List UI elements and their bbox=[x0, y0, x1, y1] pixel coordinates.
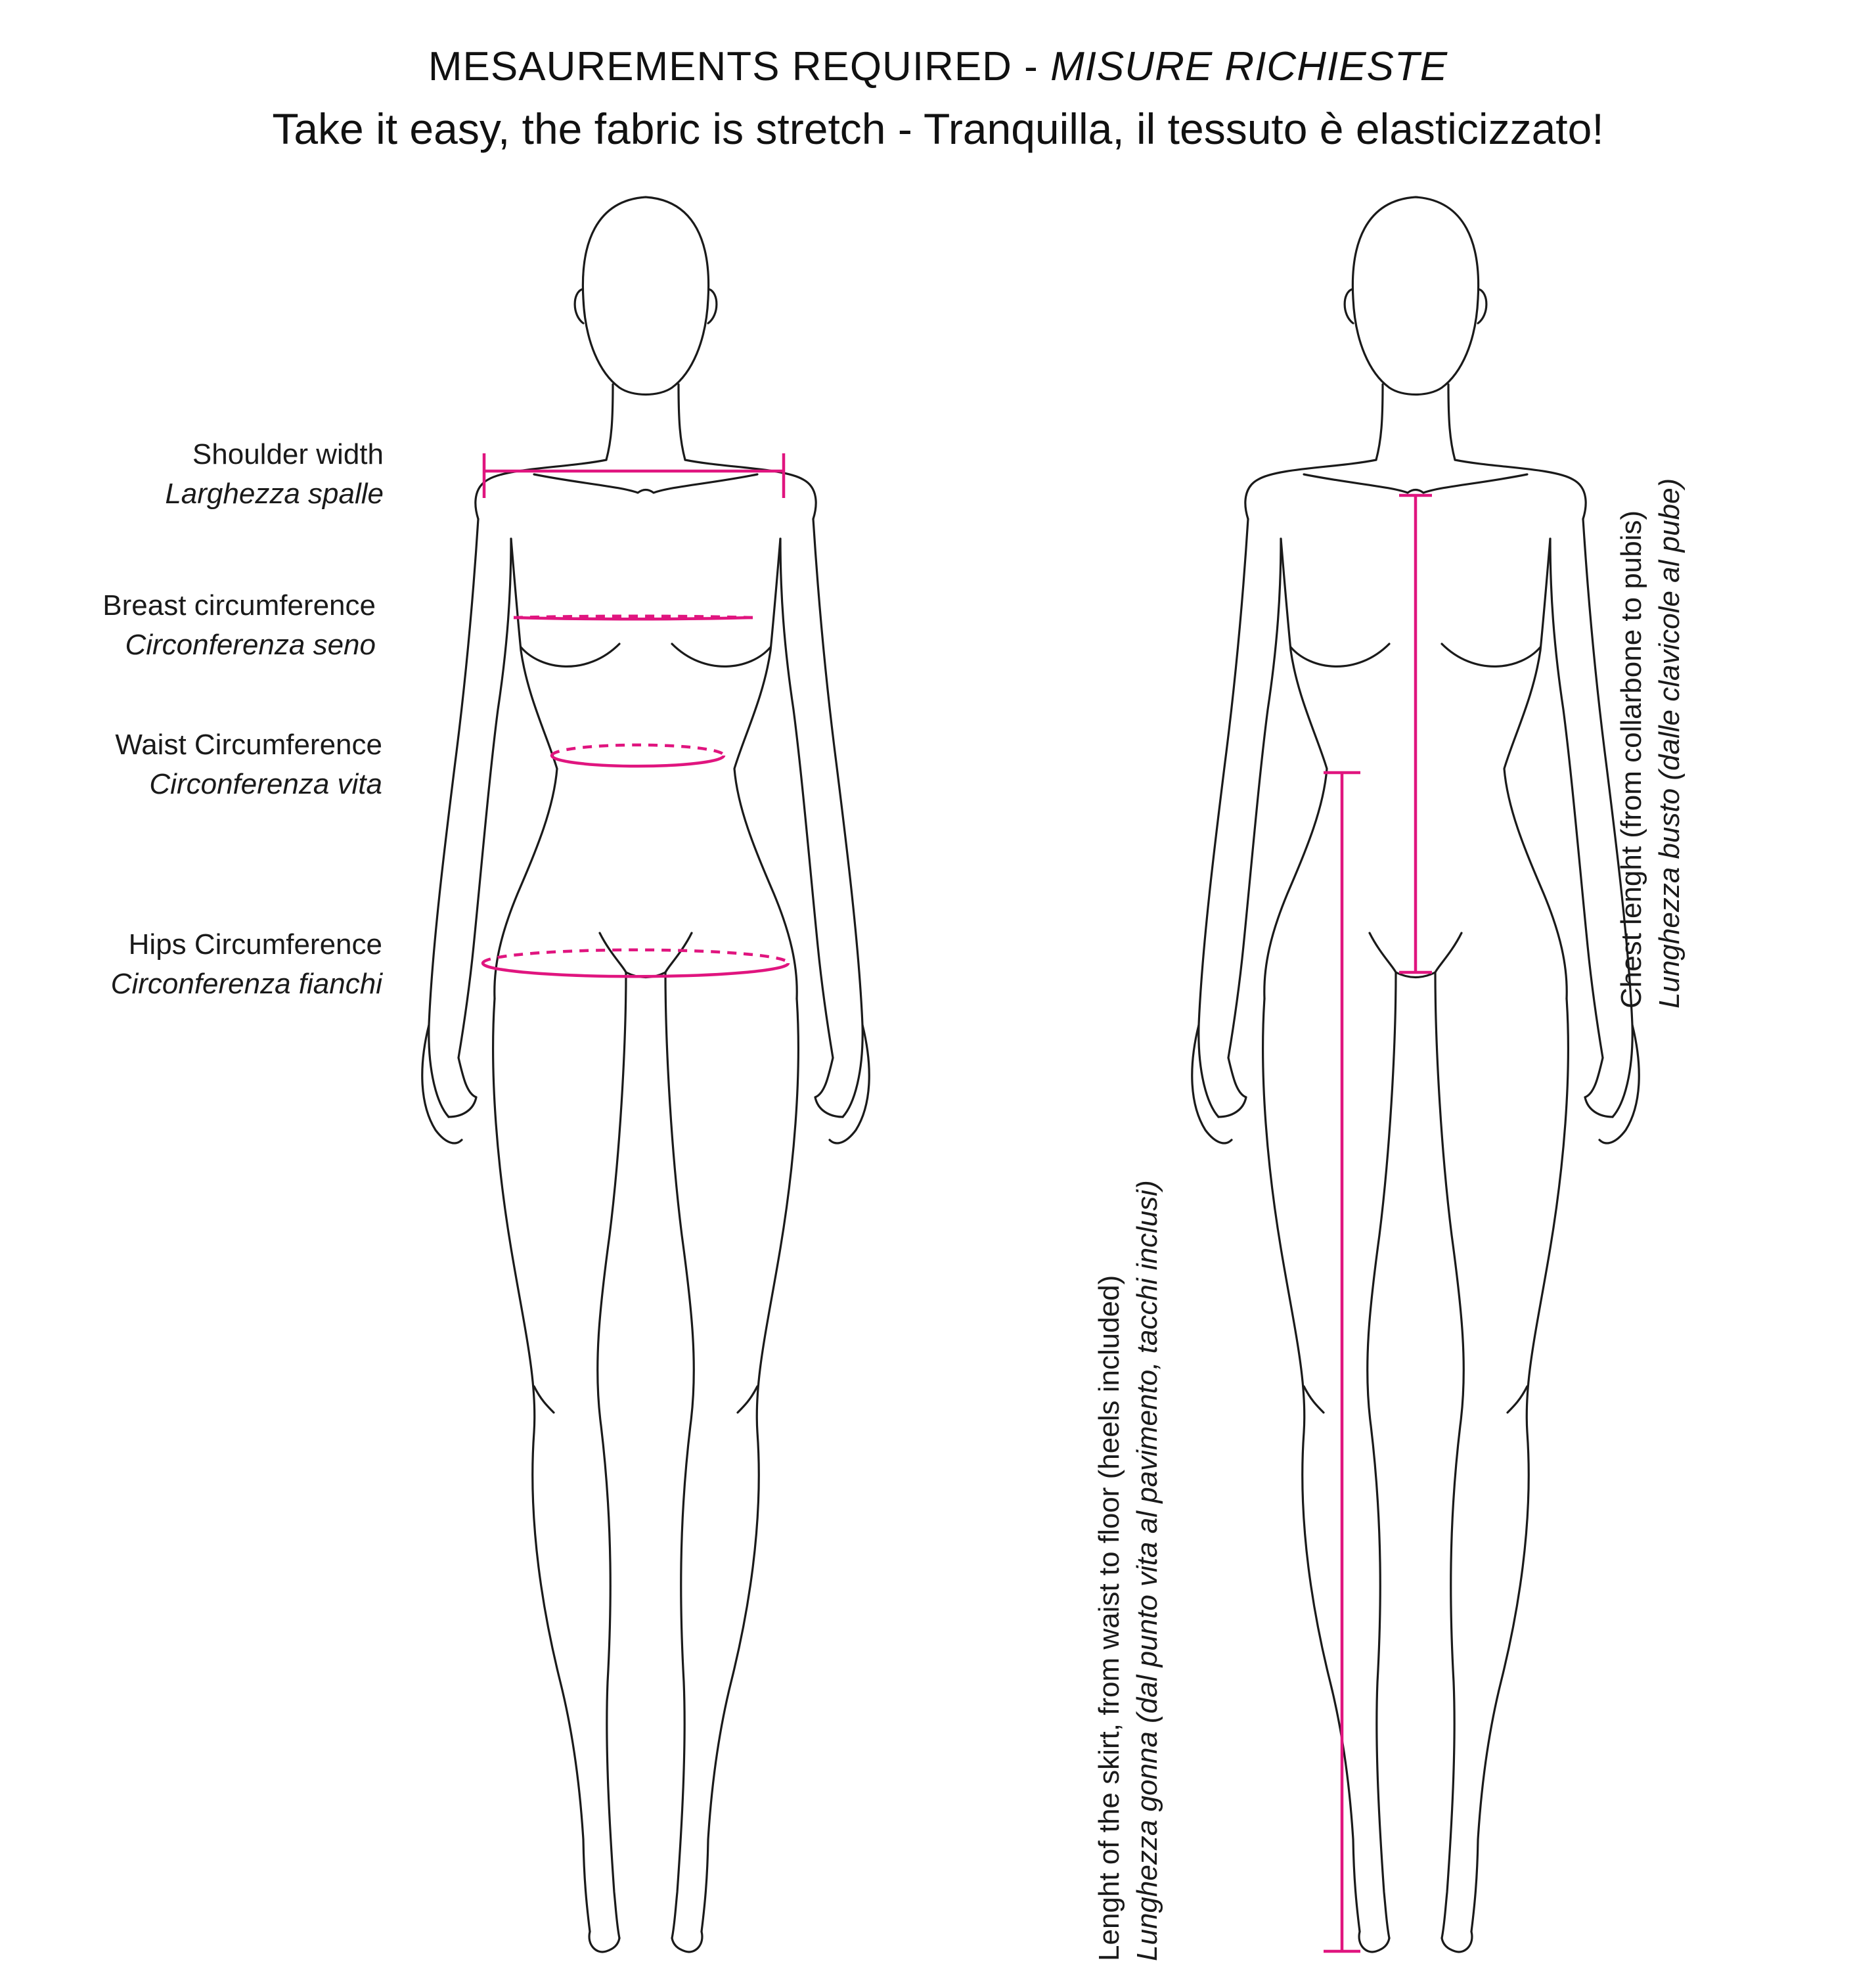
breast-label-it: Circonferenza seno bbox=[125, 629, 376, 661]
breast-ellipse-back bbox=[514, 616, 753, 618]
chest-length-label-en: Chest lenght (from collarbone to pubis) bbox=[1615, 510, 1647, 1008]
shoulder-label-it: Larghezza spalle bbox=[165, 478, 384, 510]
skirt-length-label-it: Lunghezza gonna (dal punto vita al pavimento, tacchi inclusi) bbox=[1131, 1180, 1163, 1961]
waist-ellipse-front bbox=[552, 756, 724, 766]
breast-label-en: Breast circumference bbox=[102, 589, 376, 622]
hips-label-en: Hips Circumference bbox=[128, 928, 382, 961]
skirt-length-label-en: Lenght of the skirt, from waist to floor (heels included) bbox=[1093, 1275, 1125, 1961]
chest-length-label-it: Lunghezza busto (dalle clavicole al pube) bbox=[1653, 478, 1686, 1008]
side-figure bbox=[1192, 197, 1639, 1952]
hips-label-it: Circonferenza fianchi bbox=[110, 968, 382, 1000]
waist-label-en: Waist Circumference bbox=[115, 729, 382, 761]
title-english: MESAUREMENTS REQUIRED - bbox=[428, 44, 1038, 89]
hips-ellipse-front bbox=[483, 963, 788, 976]
shoulder-label-en: Shoulder width bbox=[192, 438, 384, 470]
breast-label bbox=[102, 586, 376, 665]
page-subtitle: Take it easy, the fabric is stretch - Tranquilla, il tessuto è elasticizzato! bbox=[272, 104, 1604, 153]
waist-ellipse-back bbox=[552, 745, 724, 756]
front-figure bbox=[422, 197, 869, 1952]
hips-ellipse-back bbox=[483, 950, 788, 963]
title-italian: MISURE RICHIESTE bbox=[1050, 44, 1448, 89]
hips-label bbox=[111, 925, 382, 1004]
chest-length-label bbox=[1613, 478, 1689, 1008]
waist-label bbox=[115, 725, 382, 804]
measurement-markers bbox=[483, 453, 1432, 1951]
shoulder-label bbox=[165, 435, 384, 514]
waist-label-it: Circonferenza vita bbox=[149, 768, 382, 800]
skirt-length-label bbox=[1090, 1180, 1167, 1961]
